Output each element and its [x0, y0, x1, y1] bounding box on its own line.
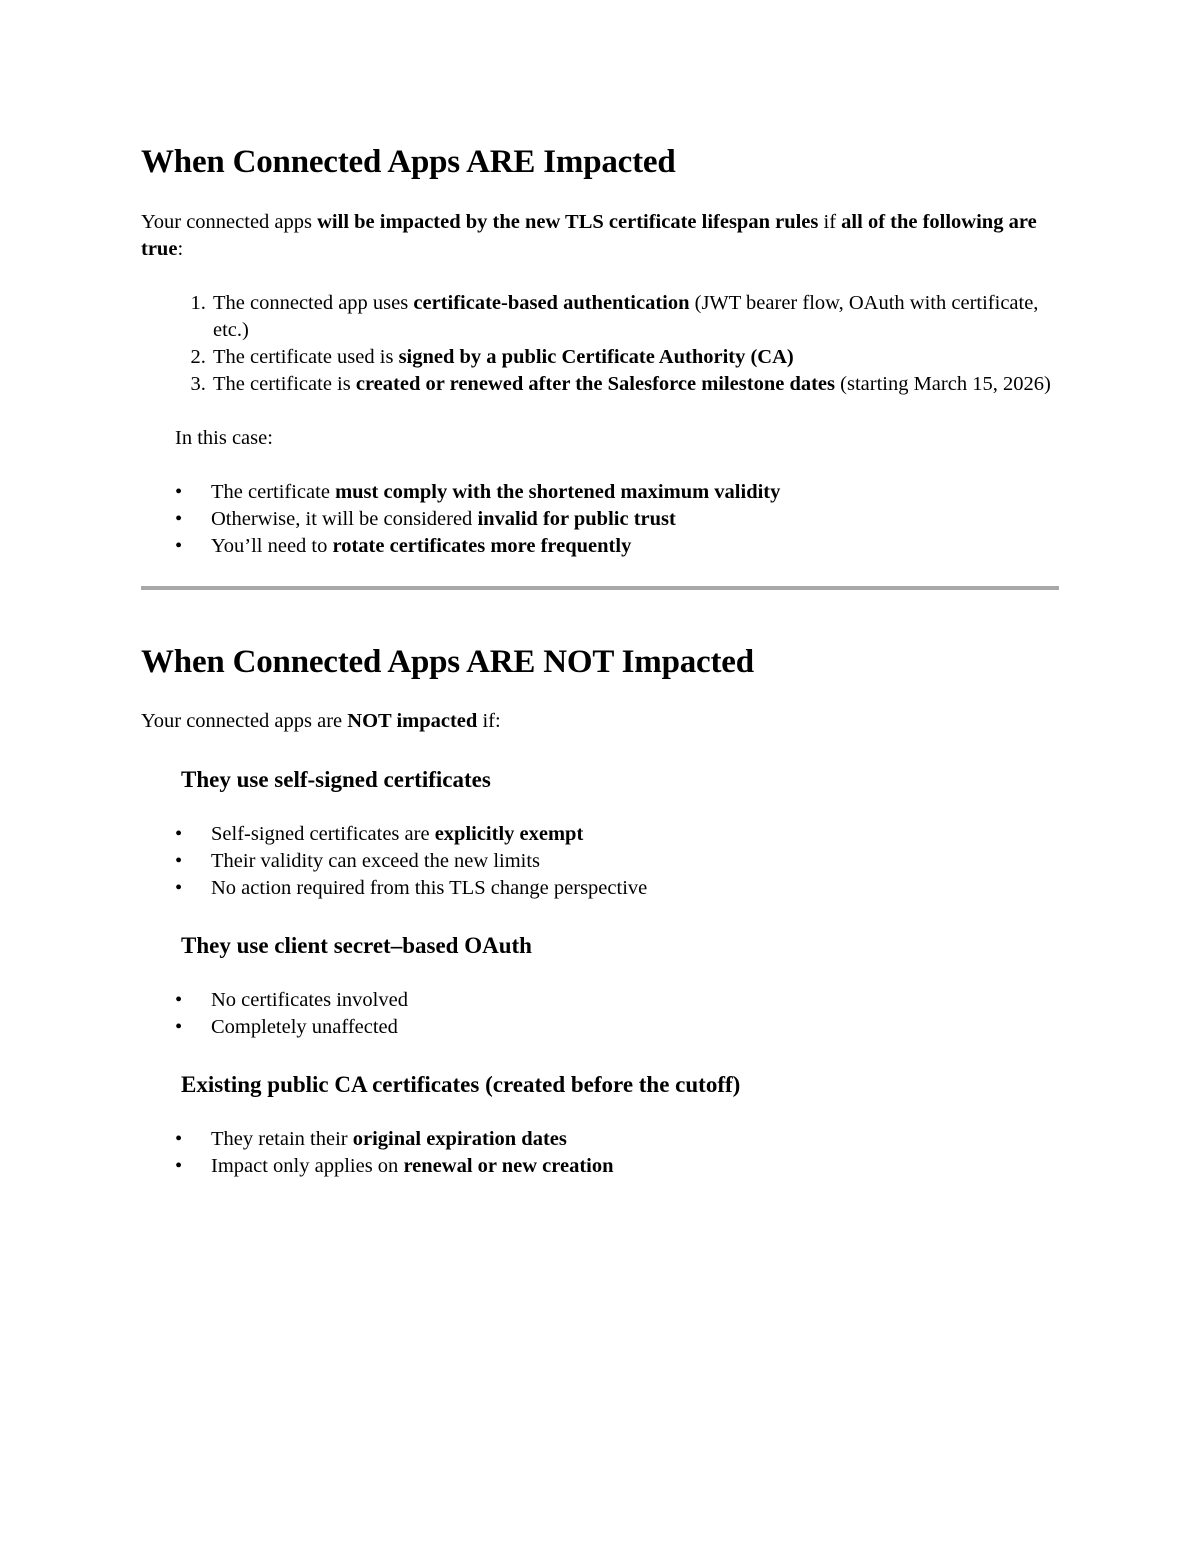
- list-item: • Completely unaffected: [211, 1014, 1059, 1041]
- list-item: • Their validity can exceed the new limits: [211, 848, 1059, 875]
- list-item: • Self-signed certificates are explicitly exempt: [211, 821, 1059, 848]
- impacted-intro-paragraph: Your connected apps will be impacted by the new TLS certificate lifespan rules if all of the following are true:: [141, 211, 1037, 260]
- list-item: 3. The certificate is created or renewed after the Salesforce milestone dates (starting March 15, 2026): [211, 371, 1059, 398]
- subheading-client-secret: They use client secret–based OAuth: [181, 933, 532, 958]
- document-content: [141, 140, 1059, 1180]
- list-item: • Impact only applies on renewal or new creation: [211, 1153, 1059, 1180]
- list-item: • No action required from this TLS change perspective: [211, 875, 1059, 902]
- section-heading-not-impacted: When Connected Apps ARE NOT Impacted: [141, 644, 754, 680]
- list-item: • You’ll need to rotate certificates more frequently: [211, 533, 1059, 560]
- existing-certificates-list: [141, 1126, 1059, 1180]
- subheading-self-signed: They use self-signed certificates: [181, 767, 491, 792]
- horizontal-divider: [141, 586, 1059, 590]
- self-signed-list: [141, 821, 1059, 902]
- section-heading-impacted: When Connected Apps ARE Impacted: [141, 144, 676, 180]
- list-item: 1. The connected app uses certificate-based authentication (JWT bearer flow, OAuth with certificate, etc.): [211, 290, 1059, 344]
- client-secret-list: [141, 987, 1059, 1041]
- list-item: • They retain their original expiration dates: [211, 1126, 1059, 1153]
- impacted-conditions-list: [141, 290, 1059, 398]
- not-impacted-intro-paragraph: Your connected apps are NOT impacted if:: [141, 710, 501, 732]
- impacted-consequences-list: [141, 479, 1059, 560]
- list-item: • No certificates involved: [211, 987, 1059, 1014]
- subheading-existing-certificates: Existing public CA certificates (created before the cutoff): [181, 1072, 741, 1097]
- list-item: • Otherwise, it will be considered invalid for public trust: [211, 506, 1059, 533]
- list-item: 2. The certificate used is signed by a public Certificate Authority (CA): [211, 344, 1059, 371]
- list-item: • The certificate must comply with the shortened maximum validity: [211, 479, 1059, 506]
- case-label: In this case:: [175, 427, 273, 449]
